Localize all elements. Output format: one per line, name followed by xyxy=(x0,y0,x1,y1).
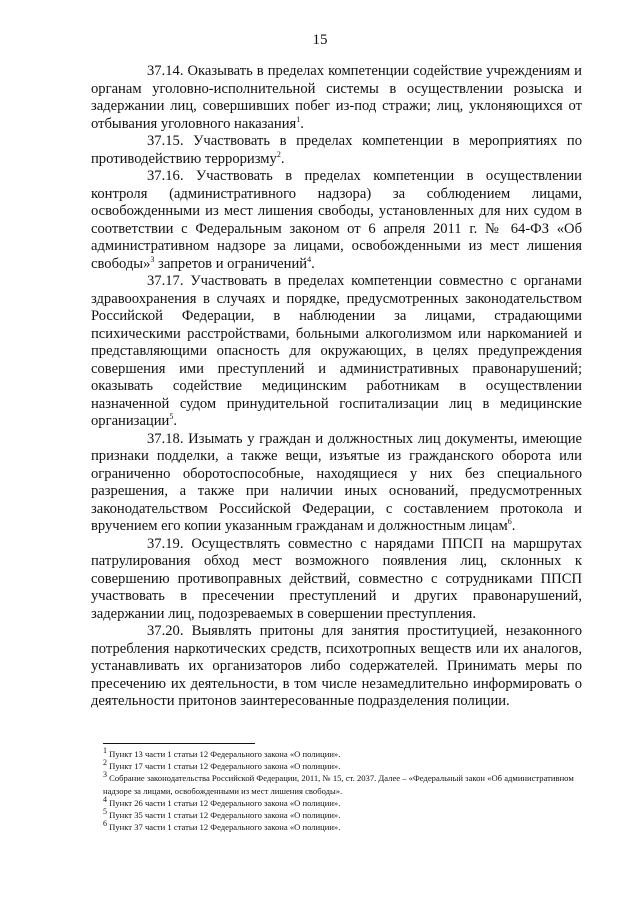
footnote-mark: 3 xyxy=(103,770,107,780)
footnote-3 xyxy=(103,772,592,796)
footnote-text: Пункт 37 части 1 статьи 12 Федерального закона «О полиции». xyxy=(107,822,341,833)
paragraph-text: 37.14. Оказывать в пределах компетенции содействие учреждениям и органам уголовно-исполнительной системы в осуществлении розыска и задержании лиц, совершивших побег из-под стражи; лиц, уклоняющихся от отбывания уголовного наказания xyxy=(91,63,582,132)
footnote-ref: 2 xyxy=(276,149,281,159)
paragraph-text: 37.15. Участвовать в пределах компетенции в мероприятиях по противодействию терроризму xyxy=(91,133,582,167)
paragraph-tail: . xyxy=(173,413,178,429)
footnote-text: Собрание законодательства Российской Федерации, 2011, № 15, ст. 2037. Далее – «Федеральный закон «Об административном надзоре за лицами, освобожденными из мест лишения свободы». xyxy=(103,773,574,796)
paragraph-37-20 xyxy=(91,623,582,711)
paragraph-tail: . xyxy=(280,150,285,167)
paragraph-tail: . xyxy=(311,255,315,272)
footnote-text: Пункт 35 части 1 статьи 12 Федерального закона «О полиции». xyxy=(107,810,341,821)
paragraph-tail: . xyxy=(300,115,304,132)
paragraph-37-18 xyxy=(91,431,582,536)
footnote-mark: 5 xyxy=(103,807,107,817)
footnote-ref: 6 xyxy=(507,517,512,527)
footnote-ref: 5 xyxy=(169,412,174,422)
footnote-mark: 4 xyxy=(103,794,107,804)
paragraph-tail: запретов и ограничений xyxy=(154,255,308,272)
footnote-text: Пункт 17 части 1 статьи 12 Федерального закона «О полиции». xyxy=(107,761,341,772)
footnote-5 xyxy=(103,809,592,821)
paragraph-text: 37.19. Осуществлять совместно с нарядами ППСП на маршрутах патрулирования обход мест возможного появления лиц, склонных к совершению противоправных действий, совместно с сотрудниками ППСП участвовать в пресечении преступлений и других правонарушений, задержании лиц, подозреваемых в совершении преступления. xyxy=(91,535,582,622)
paragraph-37-19 xyxy=(91,536,582,624)
paragraph-text: 37.18. Изымать у граждан и должностных лиц документы, имеющие признаки подделки, а также вещи, изъятые из гражданского оборота или ограниченно оборотоспособные, находящиеся у них без специального разрешения, а также при наличии иных оснований, предусмотренных законодательством Российской Федерации, с составлением протокола и вручением его копии указанным гражданам и должностным лицам xyxy=(91,430,582,534)
footnote-4 xyxy=(103,794,592,809)
footnote-mark: 1 xyxy=(103,746,107,756)
footnote-1 xyxy=(103,748,592,760)
footnote-divider xyxy=(103,743,255,744)
footnote-ref: 4 xyxy=(307,254,312,264)
paragraph-text: 37.20. Выявлять притоны для занятия проституцией, незаконного потребления наркотических средств, психотропных веществ или их аналогов, устанавливать их организаторов либо содержателей. Принимать меры по пресечению их деятельности, в том числе незамедлительно информировать о деятельности притонов заинтересованные подразделения полиции. xyxy=(91,623,582,709)
footnotes xyxy=(103,743,592,833)
footnote-mark: 2 xyxy=(103,758,107,768)
footnote-2 xyxy=(103,760,592,772)
footnote-text: Пункт 13 части 1 статьи 12 Федерального закона «О полиции». xyxy=(107,749,341,759)
body-text xyxy=(91,63,582,711)
paragraph-37-15 xyxy=(91,133,582,168)
footnote-text: Пункт 26 части 1 статьи 12 Федерального закона «О полиции». xyxy=(107,797,341,808)
paragraph-37-17 xyxy=(91,273,582,431)
footnote-6 xyxy=(103,821,592,833)
paragraph-tail: . xyxy=(511,518,516,534)
footnote-ref: 1 xyxy=(296,114,301,124)
paragraph-37-16 xyxy=(91,168,582,273)
page-number: 15 xyxy=(312,32,328,48)
paragraph-text: 37.17. Участвовать в пределах компетенции совместно с органами здравоохранения в случаях и порядке, предусмотренных законодательством Российской Федерации, в наблюдении за лицами, страдающими психическими расстройствами, больными алкоголизмом или наркоманией и представляющими опасность для окружающих, в целях предупреждения совершения ими преступлений и административных правонарушений; оказывать содействие медицинским работникам в осуществлении назначенной судом принудительной госпитализации лиц в медицинские организации xyxy=(91,273,582,429)
paragraph-37-14 xyxy=(91,63,582,133)
footnote-ref: 3 xyxy=(150,254,155,264)
footnote-mark: 6 xyxy=(103,819,107,829)
paragraph-text: 37.16. Участвовать в пределах компетенции в осуществлении контроля (административного надзора) за соблюдением лицами, освобожденными из мест лишения свободы, установленных для них судом в соответствии с Федеральным законом от 6 апреля 2011 г. № 64-ФЗ «Об административном надзоре за лицами, освобожденными из мест лишения свободы» xyxy=(91,168,582,272)
